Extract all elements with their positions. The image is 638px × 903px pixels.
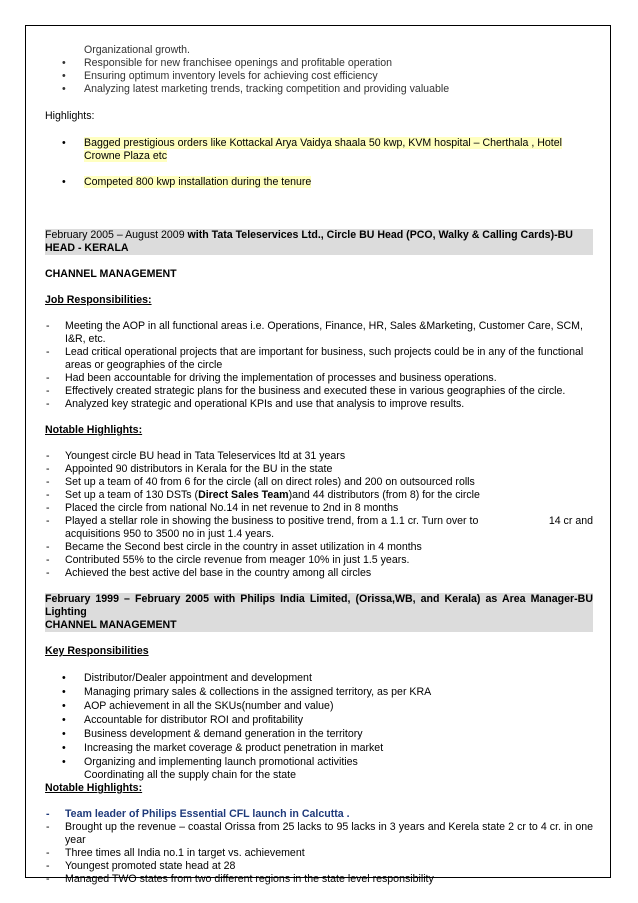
list-item: - Three times all India no.1 in target vs. achievement <box>45 847 593 860</box>
intro-bullets <box>45 57 593 96</box>
job-period: February 1999 <box>45 593 119 605</box>
highlights-list-2 <box>45 176 593 189</box>
list-item: • Organizing and implementing launch promotional activities <box>45 755 593 769</box>
job-responsibilities-label: Job Responsibilities: <box>45 294 152 306</box>
notable-highlights-label: Notable Highlights: <box>45 424 143 436</box>
list-item: - Youngest promoted state head at 28 <box>45 860 593 873</box>
notable-highlights-label: Notable Highlights: <box>45 782 143 794</box>
job-title: – February 2005 with Philips India Limited, (Orissa,WB, and Kerala) as Area Manager-BU Lighting <box>45 593 593 618</box>
list-item: • Analyzing latest marketing trends, tracking competition and providing valuable <box>45 83 593 96</box>
intro-continuation: Organizational growth. <box>84 44 190 56</box>
job-title: with Tata Teleservices Ltd., Circle BU Head (PCO, Walky & Calling Cards)-BU HEAD - KERALA <box>45 229 573 254</box>
list-item: - Lead critical operational projects that are important for business, such projects could be in any of the functional areas or geographies of the circle <box>45 346 593 372</box>
notable-highlights-list <box>45 450 593 580</box>
section-title: CHANNEL MANAGEMENT <box>45 268 177 280</box>
list-item: • Competed 800 kwp installation during the tenure <box>45 176 593 189</box>
list-item: - Set up a team of 40 from 6 for the circle (all on direct roles) and 200 on outsourced rolls <box>45 476 593 489</box>
list-item: • Accountable for distributor ROI and profitability <box>45 713 593 727</box>
list-item: - Became the Second best circle in the country in asset utilization in 4 months <box>45 541 593 554</box>
list-item: - Placed the circle from national No.14 in net revenue to 2nd in 8 months <box>45 502 593 515</box>
key-responsibilities-list <box>45 671 593 769</box>
resume-page <box>45 44 593 886</box>
list-item: - Effectively created strategic plans for the business and executed these in various geographies of the circle. <box>45 385 593 398</box>
key-responsibilities-label: Key Responsibilities <box>45 645 149 657</box>
list-item: - Played a stellar role in showing the business to positive trend, from a 1.1 cr. Turn over to 14 cr and acquisitions 950 to 3500 no in just 1.4 years. <box>45 515 593 541</box>
notable-highlights-list <box>45 808 593 886</box>
list-item: - Contributed 55% to the circle revenue from meager 10% in just 1.5 years. <box>45 554 593 567</box>
list-item: - Set up a team of 130 DSTs (Direct Sales Team)and 44 distributors (from 8) for the circle <box>45 489 593 502</box>
list-item: - Had been accountable for driving the implementation of processes and business operations. <box>45 372 593 385</box>
list-item: - Team leader of Philips Essential CFL launch in Calcutta . <box>45 808 593 821</box>
list-item: - Youngest circle BU head in Tata Teleservices ltd at 31 years <box>45 450 593 463</box>
list-item: • Business development & demand generation in the territory <box>45 727 593 741</box>
list-item: • AOP achievement in all the SKUs(number and value) <box>45 699 593 713</box>
job-responsibilities-list <box>45 320 593 411</box>
list-item: • Responsible for new franchisee openings and profitable operation <box>45 57 593 70</box>
list-item: • Bagged prestigious orders like Kottackal Arya Vaidya shaala 50 kwp, KVM hospital – Cherthala , Hotel Crowne Plaza etc <box>45 137 593 163</box>
highlights-label: Highlights: <box>45 110 95 122</box>
list-item: - Achieved the best active del base in the country among all circles <box>45 567 593 580</box>
dst-bold: Direct Sales Team <box>198 489 289 501</box>
section-title: CHANNEL MANAGEMENT <box>45 619 177 631</box>
list-item: - Analyzed key strategic and operational KPIs and use that analysis to improve results. <box>45 398 593 411</box>
highlights-list <box>45 137 593 163</box>
list-item: - Appointed 90 distributors in Kerala for the BU in the state <box>45 463 593 476</box>
job-period: February 2005 – August 2009 <box>45 229 185 241</box>
list-item: • Increasing the market coverage & product penetration in market <box>45 741 593 755</box>
job-heading-tata <box>45 229 593 255</box>
list-item: - Brought up the revenue – coastal Orissa from 25 lacks to 95 lacks in 3 years and Kerela state 2 cr to 4 cr. in one year <box>45 821 593 847</box>
list-item: • Distributor/Dealer appointment and development <box>45 671 593 685</box>
list-item: - Meeting the AOP in all functional areas i.e. Operations, Finance, HR, Sales &Marketing, Customer Care, SCM, I&R, etc. <box>45 320 593 346</box>
job-heading-philips <box>45 593 593 632</box>
list-item: - Managed TWO states from two different regions in the state level responsibility <box>45 873 593 886</box>
key-extra: Coordinating all the supply chain for the state <box>84 769 297 781</box>
list-item: • Ensuring optimum inventory levels for achieving cost efficiency <box>45 70 593 83</box>
list-item: • Managing primary sales & collections in the assigned territory, as per KRA <box>45 685 593 699</box>
